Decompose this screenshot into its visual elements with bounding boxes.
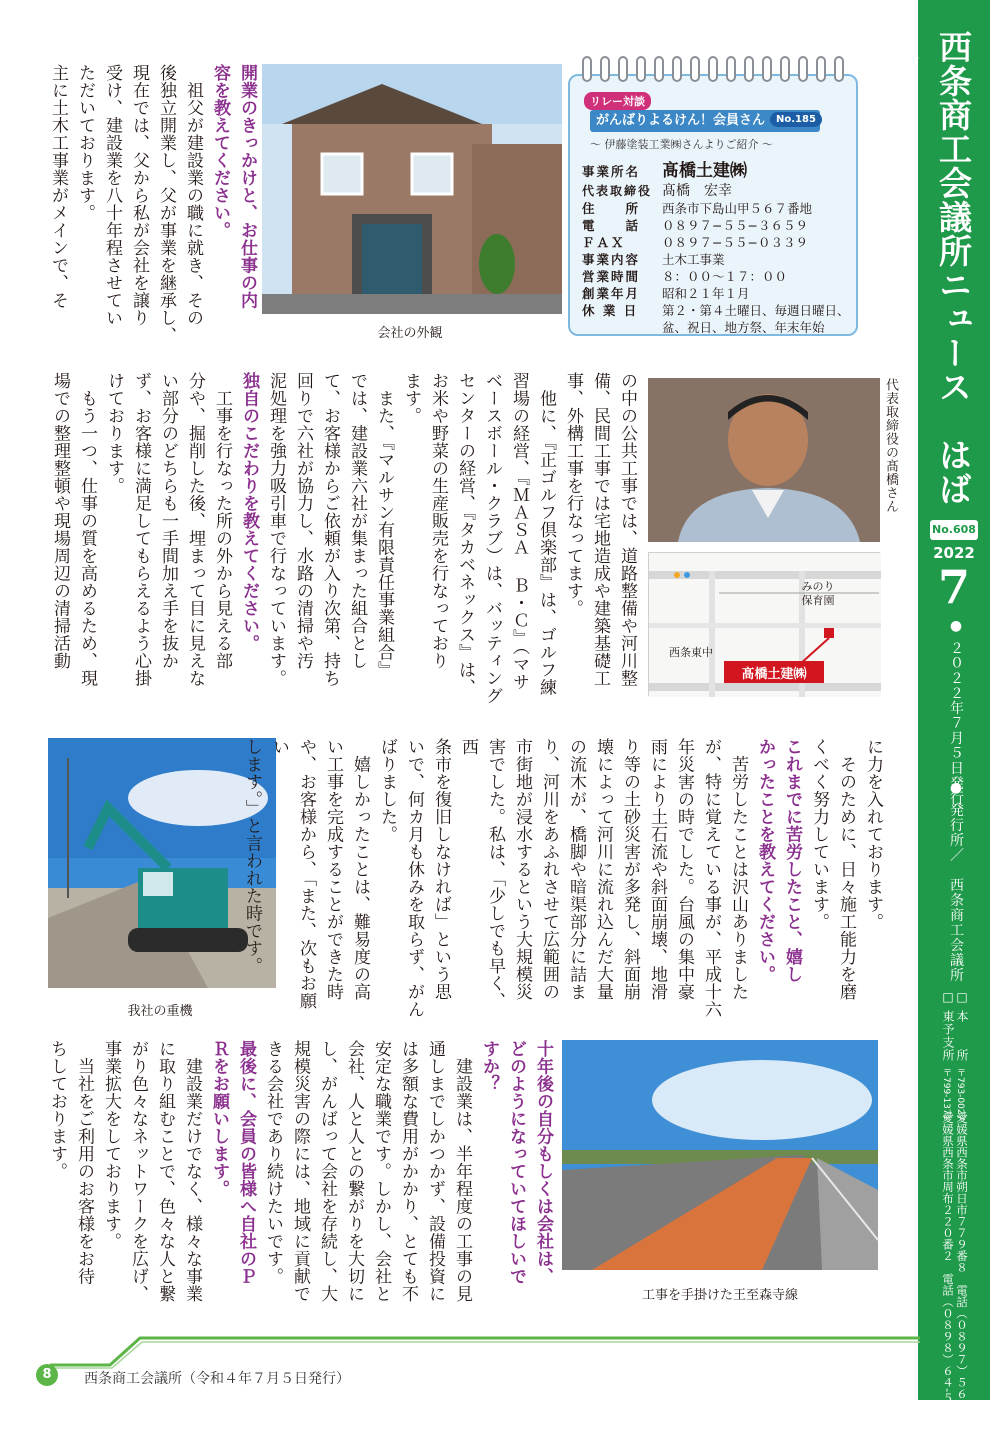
card-row-rep: 代表取締役 髙橋 宏幸 [582,183,732,199]
issue-year: 2022 [933,544,975,562]
article-block-c: に力を入れております。 そのために、日々施工能力を磨 くべく努力しています。 これまでに苦労したこと、嬉し かったことを教えてください。 苦労したことは沢山ありました が、特に覚えている事が、平成十六 年災害の時でした。台風の集中豪 雨により土石流や斜面崩壊、地滑 り等の土砂災害が多発し、斜面崩 壊によって河川に流れ込んだ大量 の流木が、橋脚や暗渠部分に詰ま り、河川をあふれさせて広範囲の 市街地が浸水するという大規模災 害でした。私は、「少しでも早く、西 条市を復旧しなければ」という思 いで、何カ月も休みを取らず、がん ばりました。 嬉しかったことは、難易度の高 い工事を完成することができた時 や、お客様から、「また、次もお願い します。」と言われた時です。 [242,738,883,1018]
card-row-phone: 電 話 ０８９７−５５−３６５９ [582,218,808,233]
road-photo [562,1040,878,1270]
hq-label: □ 本 所 [955,990,969,1062]
publisher: ● 発行所／ 西条商工会議所 [948,780,964,983]
page-number: 8 [36,1364,58,1386]
branch-address: 愛媛県西条市周布２２０番２ 電話（０８９８）６４-５０００ [941,1112,955,1439]
issue-number: No.608 [930,520,978,540]
hq-zip: 〒793-0027 [955,1068,965,1121]
issue-month: 7 [937,560,970,614]
branch-zip: 〒799-1371 [941,1068,951,1121]
card-row-business: 事業内容 土木工事業 [582,252,725,267]
footer-line [20,1330,920,1370]
map-nursery-1: みのり [801,580,835,593]
card-row-company: 事業所名 髙橋土建㈱ [582,161,747,181]
footer-label: 西条商工会議所（令和４年７月５日発行） [84,1371,350,1387]
card-row-address: 住 所 西条市下島山甲５６７番地 [582,201,813,216]
article-block-b: の中の公共工事では、道路整備や河川整 備、民間工事では宅地造成や建築基礎工 事、外構工事を行なってます。 他に、『正ゴルフ倶楽部』は、ゴルフ練 習場の経営、『ＭＡＳＡ Ｂ・Ｃ』（マサ ベースボール・クラブ）は、バッティング センターの経営、『タカベネックス』は、 お米や野菜の生産販売を行なっており ます。 また、『マルサン有限責任事業組合』 では、建設業六社が集まった組合とし て、お客様からご依頼が入り次第、持ち 回りで六社が協力し、水路の清掃や汚 泥処理を強力吸引車で行なっています。 独自のこだわりを教えてください。 工事を行なった所の外から見える部 分や、掘削した後、埋まって目に見えな い部分のどちらも一手間加え手を抜か ず、お客様に満足してもらえるよう心掛 けております。 もう一つ、仕事の質を高めるため、現 場での整理整頓や現場周辺の清掃活動 [50,372,637,705]
article-block-d: 十年後の自分もしくは会社は、 どのようになっていてほしいで すか？ 建設業は、半年程度の工事の見 通しまでしかつかず、設備投資に は多額な費用がかかり、とても不 安定な職業です。しかし、会社と 会社、人と人との繋がりを大切に し、がんばって会社を存続し、大 規模災害の際には、地域に貢献で きる会社であり続けたいです。 最後に、会員の皆様へ自社のＰ Ｒをお願いします。 建設業だけでなく、様々な事業 に取り組むことで、色々な人と繋 がり色々なネットワークを広げ、 事業拡大をしております。 当社をご利用のお客様をお待 ちしております。 [47,1040,553,1303]
issue-date: ● ２０２２年７月５日発行 [948,618,964,806]
map-nursery-2: 保育園 [801,594,835,607]
house-caption: 会社の外観 [377,326,443,341]
relay-badge: リレー対談 [584,92,651,110]
card-number: No.185 [770,112,822,127]
masthead-title: 西条商工会議所ニュース はばたき [884,30,973,506]
card-title: がんばりよるけん！会員さん [590,110,820,132]
map-station: 西条東中 [669,646,713,659]
hq-address: 愛媛県西条市朔日市７７９番８ 電話（０８９７）５６-２２００ [955,1112,969,1450]
card-row-founded: 創業年月 昭和２１年１月 [582,286,750,301]
card-row-hours: 営業時間 ８：００〜１７：００ [582,269,788,284]
representative-caption: 代表取締役の髙橋さん [883,378,898,513]
card-row-fax: ＦＡＸ ０８９７−５５−０３３９ [582,235,808,250]
card-rings [582,56,844,84]
article-block-a: 開業のきっかけと、お仕事の内 容を教えてください。 祖父が建設業の職に就き、その 後独立開業し、父が事業を継承し、 現在では、父から私が会社を譲り 受け、建設業を八十年程させてい ただいております。 主に土木工事業がメインで、そ [48,64,257,344]
road-caption: 工事を手掛けた王至森寺線 [641,1288,798,1303]
card-row-holidays: 休 業 日 第２・第４土曜日、毎週日曜日、 [582,303,850,318]
map-company-label: 髙橋土建㈱ [741,667,807,682]
card-row-holidays-2: 盆、祝日、地方祭、年末年始 [662,320,825,335]
representative-photo [648,378,880,542]
branch-label: □ 東予支所 [941,990,955,1062]
card-referral: 〜 伊藤塗装工業㈱さんよりご紹介 〜 [590,138,773,151]
house-photo [262,64,562,314]
machine-caption: 我社の重機 [127,1004,193,1019]
